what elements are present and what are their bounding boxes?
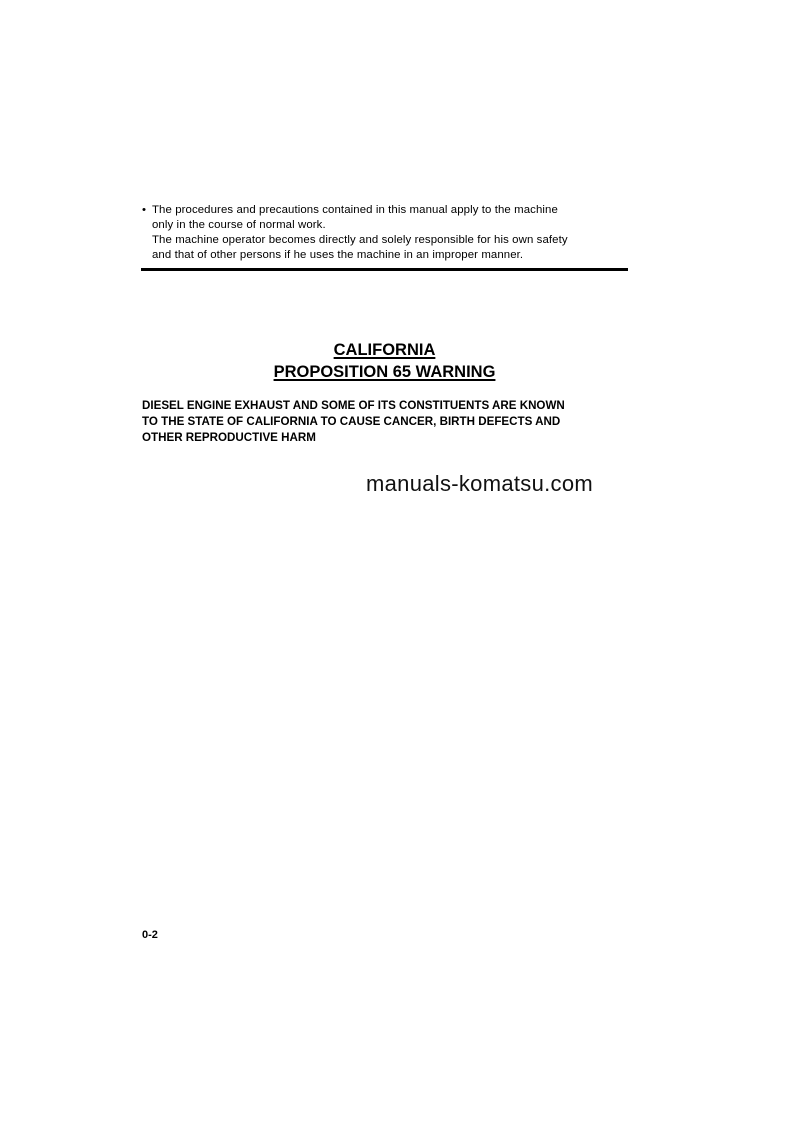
note-line: The procedures and precautions contained in this manual apply to the machine — [152, 204, 558, 216]
note-line: only in the course of normal work. — [152, 219, 326, 231]
note-line: and that of other persons if he uses the machine in an improper manner. — [152, 249, 524, 261]
page-number: 0-2 — [142, 929, 158, 941]
warning-title-line2: PROPOSITION 65 WARNING — [273, 363, 496, 381]
warning-line: DIESEL ENGINE EXHAUST AND SOME OF ITS CONSTITUENTS ARE KNOWN — [142, 399, 565, 412]
bullet-icon: • — [142, 204, 147, 216]
watermark: manuals-komatsu.com — [366, 471, 593, 496]
section-divider — [141, 268, 628, 271]
prop65-warning-text — [142, 398, 632, 446]
note-line: The machine operator becomes directly and solely responsible for his own safety — [152, 234, 568, 246]
usage-note — [142, 203, 632, 263]
warning-line: TO THE STATE OF CALIFORNIA TO CAUSE CANCER, BIRTH DEFECTS AND — [142, 415, 561, 428]
warning-line: OTHER REPRODUCTIVE HARM — [142, 431, 316, 444]
warning-title-line1: CALIFORNIA — [333, 341, 436, 359]
